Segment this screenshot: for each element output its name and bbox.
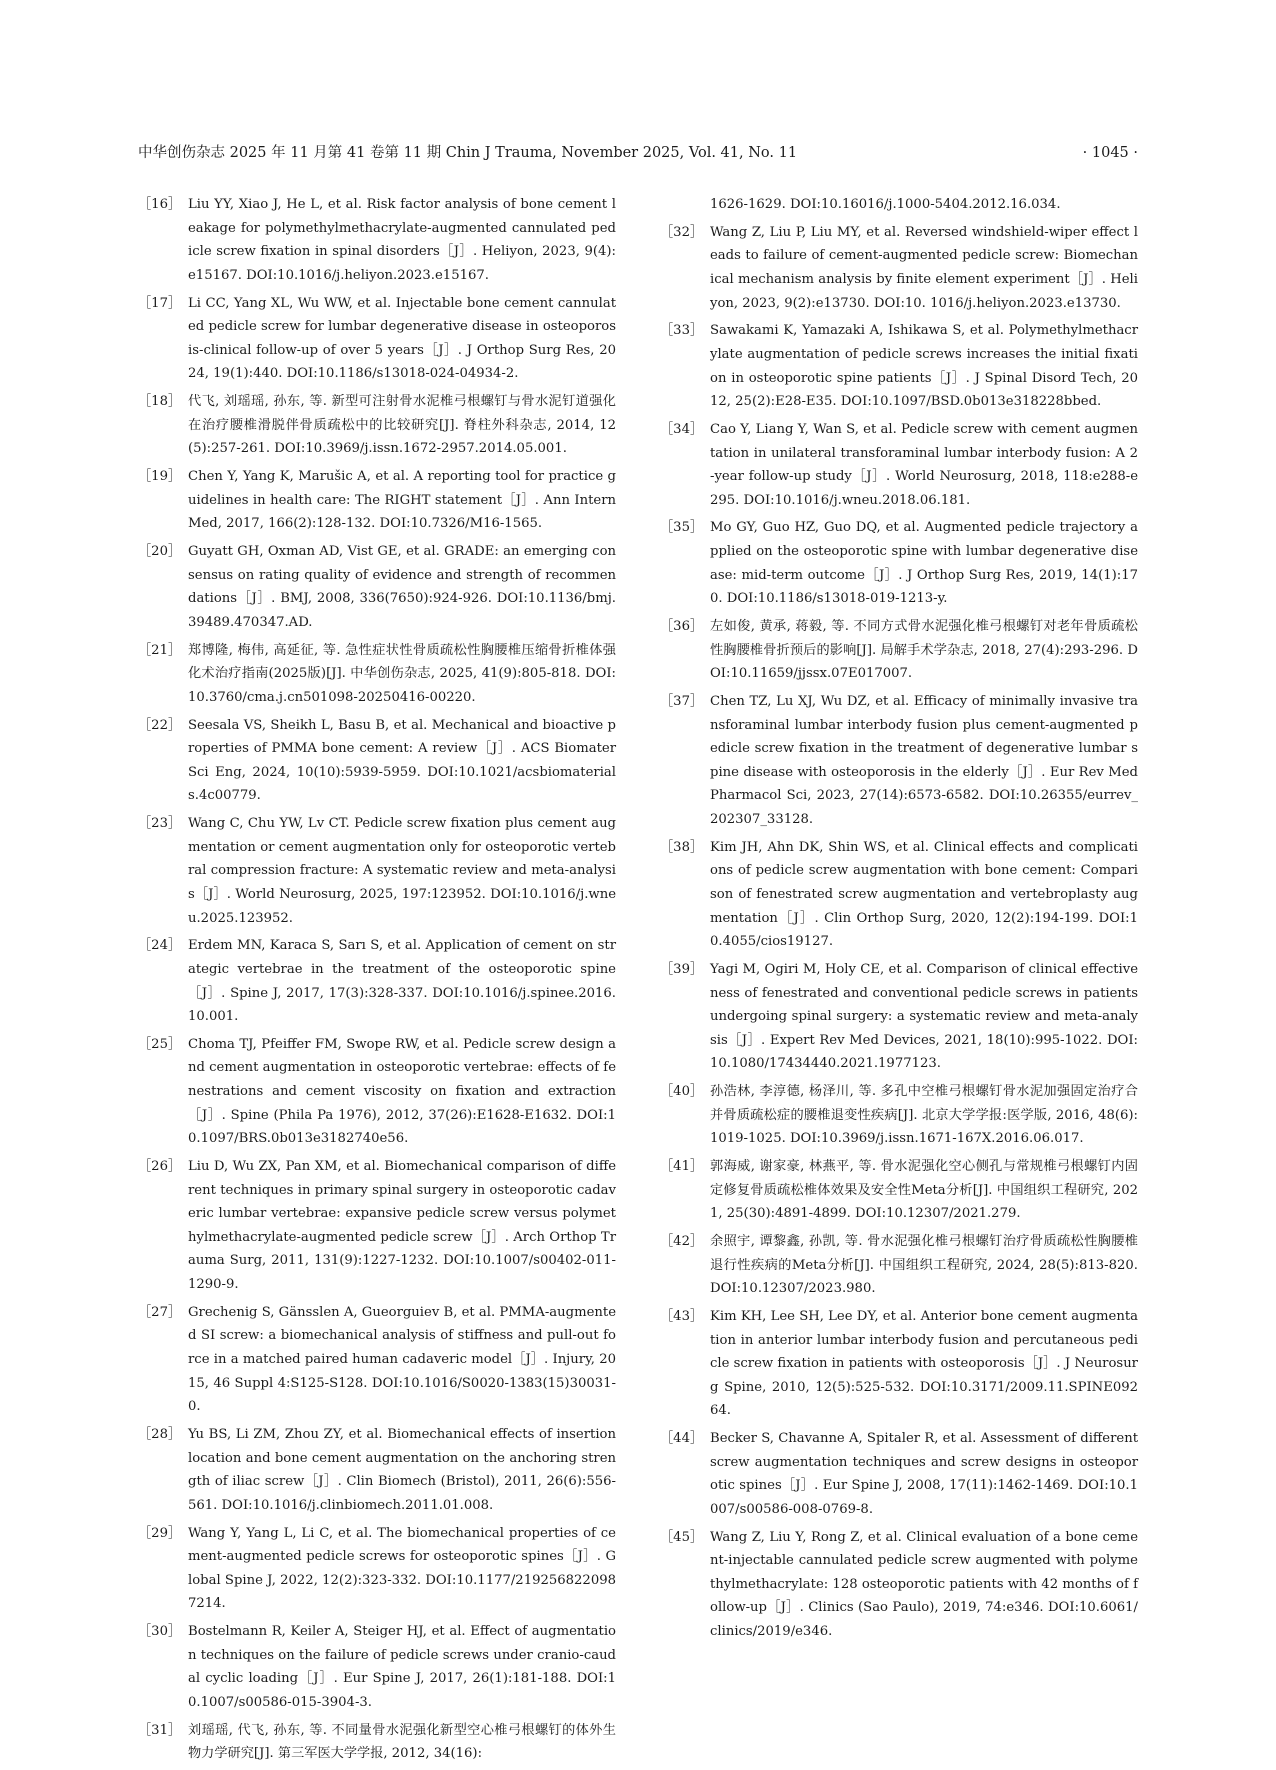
reference-item [660,516,1138,610]
reference-number: ［31］ [138,1722,182,1738]
reference-item [138,934,616,1028]
reference-number: ［16］ [138,197,182,212]
reference-text: 余照宇, 谭黎鑫, 孙凯, 等. 骨水泥强化椎弓根螺钉治疗骨质疏松性胸腰椎退行性疾病的Meta分析[J]. 中国组织工程研究, 2024, 28(5):813-820. DOI:10.12307/2023.980. [710,1234,1138,1297]
reference-text: Guyatt GH, Oxman AD, Vist GE, et al. GRADE: an emerging consensus on rating quality of evidence and strength of recommendations［J］. BMJ, 2008, 336(7650):924-926. DOI:10.1136/bmj.39489.470347.AD. [188,544,616,630]
reference-text: 刘瑶瑶, 代飞, 孙东, 等. 不同量骨水泥强化新型空心椎弓根螺钉的体外生物力学研究[J]. 第三军医大学学报, 2012, 34(16): [188,1722,616,1762]
reference-number: ［34］ [660,421,704,437]
reference-column-right [660,193,1138,1648]
reference-item [138,1155,616,1297]
reference-item [138,1620,616,1714]
reference-item [138,390,616,461]
reference-text: 代飞, 刘瑶瑶, 孙东, 等. 新型可注射骨水泥椎弓根螺钉与骨水泥钉道强化在治疗腰椎滑脱伴骨质疏松中的比较研究[J]. 脊柱外科杂志, 2014, 12(5):257-261. DOI:10.3969/j.issn.1672-2957.2014.05.001. [188,394,616,457]
reference-number: ［44］ [660,1431,704,1447]
reference-number: ［41］ [660,1159,704,1175]
reference-number: ［20］ [138,544,182,560]
reference-text: 1626-1629. DOI:10.16016/j.1000-5404.2012.16.034. [710,197,1061,212]
reference-item [138,292,616,386]
reference-item [660,836,1138,954]
reference-text: Wang Y, Yang L, Li C, et al. The biomechanical properties of cement-augmented pedicle screws for osteoporotic spines［J］. Global Spine J, 2022, 12(2):323-332. DOI:10.1177/2192568220987214. [188,1525,616,1612]
reference-text: Li CC, Yang XL, Wu WW, et al. Injectable bone cement cannulated pedicle screw for lumbar degenerative disease in osteoporosis-clinical follow-up of over 5 years［J］. J Orthop Surg Res, 2024, 19(1):440. DOI:10.1186/s13018-024-04934-2. [188,295,616,382]
reference-text: Wang Z, Liu P, Liu MY, et al. Reversed windshield-wiper effect leads to failure of cement-augmented pedicle screw: Biomechanical mechanism analysis by finite element experiment［J］. Heliyon, 2023, 9(2):e13730. DOI:10. 1016/j.heliyon.2023.e13730. [710,224,1138,311]
reference-number: ［32］ [660,224,704,240]
reference-text: Mo GY, Guo HZ, Guo DQ, et al. Augmented pedicle trajectory applied on the osteoporotic spine with lumbar degenerative disease: mid-term outcome［J］. J Orthop Surg Res, 2019, 14(1):170. DOI:10.1186/s13018-019-1213-y. [710,520,1138,607]
reference-number: ［25］ [138,1036,182,1052]
reference-number: ［21］ [138,642,182,658]
reference-number: ［42］ [660,1234,704,1249]
reference-number: ［37］ [660,694,704,709]
reference-text: Choma TJ, Pfeiffer FM, Swope RW, et al. Pedicle screw design and cement augmentation in osteoporotic vertebrae: effects of fenestrations and cement viscosity on fixation and extraction［J］. Spine (Phila Pa 1976), 2012, 37(26):E1628-E1632. DOI:10.1097/BRS.0b013e3182740e56. [188,1036,616,1147]
reference-item [138,1301,616,1419]
reference-item [660,1230,1138,1301]
reference-item [660,319,1138,413]
reference-number: ［40］ [660,1084,704,1100]
reference-text: 左如俊, 黄承, 蒋毅, 等. 不同方式骨水泥强化椎弓根螺钉对老年骨质疏松性胸腰椎骨折预后的影响[J]. 局解手术学杂志, 2018, 27(4):293-296. DOI:10.11659/jjssx.07E017007. [710,619,1138,682]
reference-item [660,615,1138,686]
reference-column-left [138,193,616,1770]
reference-item [660,221,1138,315]
reference-item [138,639,616,710]
reference-item [660,690,1138,832]
reference-text: Chen TZ, Lu XJ, Wu DZ, et al. Efficacy of minimally invasive transforaminal lumbar interbody fusion plus cement-augmented pedicle screw fixation in the treatment of degenerative lumbar spine disease with osteoporosis in the elderly［J］. Eur Rev Med Pharmacol Sci, 2023, 27(14):6573-6582. DOI:10.26355/eurrev_202307_33128. [710,694,1138,827]
reference-number: ［45］ [660,1529,704,1545]
reference-item [660,1427,1138,1521]
reference-number: ［36］ [660,619,704,635]
reference-number: ［33］ [660,323,704,339]
reference-text: Becker S, Chavanne A, Spitaler R, et al. Assessment of different screw augmentation techniques and screw designs in osteoporotic spines［J］. Eur Spine J, 2008, 17(11):1462-1469. DOI:10.1007/s00586-008-0769-8. [710,1431,1138,1517]
reference-number: ［22］ [138,717,182,733]
reference-number: ［30］ [138,1624,182,1640]
reference-text: Kim KH, Lee SH, Lee DY, et al. Anterior bone cement augmentation in anterior lumbar interbody fusion and percutaneous pedicle screw fixation in patients with osteoporosis［J］. J Neurosurg Spine, 2010, 12(5):525-532. DOI:10.3171/2009.11.SPINE09264. [710,1308,1138,1419]
reference-number [660,193,710,217]
reference-text: Seesala VS, Sheikh L, Basu B, et al. Mechanical and bioactive properties of PMMA bone cement: A review［J］. ACS Biomater Sci Eng, 2024, 10(10):5939-5959. DOI:10.1021/acsbiomaterials.4c00779. [188,717,616,804]
reference-number: ［29］ [138,1525,182,1541]
reference-text: Liu D, Wu ZX, Pan XM, et al. Biomechanical comparison of different techniques in primary spinal surgery in osteoporotic cadaveric lumbar vertebrae: expansive pedicle screw versus polymethylmethacrylate-augmented pedicle screw［J］. Arch Orthop Trauma Surg, 2011, 131(9):1227-1232. DOI:10.1007/s00402-011-1290-9. [188,1159,616,1292]
reference-text: 孙浩林, 李淳德, 杨泽川, 等. 多孔中空椎弓根螺钉骨水泥加强固定治疗合并骨质疏松症的腰椎退变性疾病[J]. 北京大学学报:医学版, 2016, 48(6):1019-1025. DOI:10.3969/j.issn.1671-167X.2016.06.017. [710,1084,1138,1147]
reference-number: ［26］ [138,1159,182,1175]
reference-number: ［18］ [138,394,182,410]
reference-number: ［43］ [660,1308,704,1324]
reference-number: ［38］ [660,839,704,855]
reference-number: ［24］ [138,938,182,954]
reference-text: Sawakami K, Yamazaki A, Ishikawa S, et al. Polymethylmethacrylate augmentation of pedicle screws increases the initial fixation in osteoporotic spine patients［J］. J Spinal Disord Tech, 2012, 25(2):E28-E35. DOI:10.1097/BSD.0b013e318228bbed. [710,323,1138,410]
journal-info: 中华创伤杂志 2025 年 11 月第 41 卷第 11 期 Chin J Trauma, November 2025, Vol. 41, No. 11 [138,145,798,161]
reference-text: Cao Y, Liang Y, Wan S, et al. Pedicle screw with cement augmentation in unilateral transforaminal lumbar interbody fusion: A 2-year follow-up study［J］. World Neurosurg, 2018, 118:e288-e295. DOI:10.1016/j.wneu.2018.06.181. [710,421,1138,508]
reference-number: ［23］ [138,816,182,832]
reference-text: Kim JH, Ahn DK, Shin WS, et al. Clinical effects and complications of pedicle screw augmentation with bone cement: Comparison of fenestrated screw augmentation and vertebroplasty augmentation［J］. Clin Orthop Surg, 2020, 12(2):194-199. DOI:10.4055/cios19127. [710,839,1138,950]
reference-item [660,1305,1138,1423]
reference-item [660,1080,1138,1151]
reference-number: ［35］ [660,520,704,536]
reference-number: ［19］ [138,469,182,485]
reference-text: Bostelmann R, Keiler A, Steiger HJ, et al. Effect of augmentation techniques on the failure of pedicle screws under cranio-caudal cyclic loading［J］. Eur Spine J, 2017, 26(1):181-188. DOI:10.1007/s00586-015-3904-3. [188,1624,616,1710]
reference-item [138,1522,616,1616]
reference-item [138,1719,616,1766]
reference-text: Liu YY, Xiao J, He L, et al. Risk factor analysis of bone cement leakage for polymethylmethacrylate-augmented cannulated pedicle screw fixation in spinal disorders［J］. Heliyon, 2023, 9(4): e15167. DOI:10.1016/j.heliyon.2023.e15167. [188,197,616,283]
reference-text: Yagi M, Ogiri M, Holy CE, et al. Comparison of clinical effectiveness of fenestrated and conventional pedicle screws in patients undergoing spinal surgery: a systematic review and meta-analysis［J］. Expert Rev Med Devices, 2021, 18(10):995-1022. DOI:10.1080/17434440.2021.1977123. [710,961,1138,1072]
reference-number: ［17］ [138,295,182,311]
reference-number: ［39］ [660,961,704,977]
reference-item [138,193,616,287]
reference-item [138,1423,616,1517]
running-header [138,143,1138,163]
reference-text: Erdem MN, Karaca S, Sarı S, et al. Application of cement on strategic vertebrae in the treatment of the osteoporotic spine［J］. Spine J, 2017, 17(3):328-337. DOI:10.1016/j.spinee.2016.10.001. [188,938,616,1025]
reference-item [138,812,616,930]
reference-item [660,1155,1138,1226]
reference-item [138,465,616,536]
reference-item [138,540,616,634]
reference-text: 郭海威, 谢家豪, 林燕平, 等. 骨水泥强化空心侧孔与常规椎弓根螺钉内固定修复骨质疏松椎体效果及安全性Meta分析[J]. 中国组织工程研究, 2021, 25(30):4891-4899. DOI:10.12307/2021.279. [710,1159,1138,1222]
reference-item [660,1526,1138,1644]
reference-text: Wang Z, Liu Y, Rong Z, et al. Clinical evaluation of a bone cement-injectable cannulated pedicle screw augmented with polymethylmethacrylate: 128 osteoporotic patients with 42 months of follow-up［J］. Clinics (Sao Paulo), 2019, 74:e346. DOI:10.6061/clinics/2019/e346. [710,1529,1138,1640]
reference-item [138,1033,616,1151]
reference-item [660,958,1138,1076]
page-number: · 1045 · [1082,145,1138,161]
reference-text: 郑博隆, 梅伟, 高延征, 等. 急性症状性骨质疏松性胸腰椎压缩骨折椎体强化术治疗指南(2025版)[J]. 中华创伤杂志, 2025, 41(9):805-818. DOI:10.3760/cma.j.cn501098-20250416-00220. [188,642,616,705]
reference-number: ［28］ [138,1426,182,1442]
reference-item [660,418,1138,512]
reference-text: Yu BS, Li ZM, Zhou ZY, et al. Biomechanical effects of insertion location and bone cement augmentation on the anchoring strength of iliac screw［J］. Clin Biomech (Bristol), 2011, 26(6):556-561. DOI:10.1016/j.clinbiomech.2011.01.008. [188,1426,616,1513]
reference-text: Chen Y, Yang K, Marušic A, et al. A reporting tool for practice guidelines in health care: The RIGHT statement［J］. Ann Intern Med, 2017, 166(2):128-132. DOI:10.7326/M16-1565. [188,469,616,532]
reference-text: Wang C, Chu YW, Lv CT. Pedicle screw fixation plus cement augmentation or cement augmentation only for osteoporotic vertebral compression fracture: A systematic review and meta-analysis［J］. World Neurosurg, 2025, 197:123952. DOI:10.1016/j.wneu.2025.123952. [188,816,616,926]
reference-item [138,714,616,808]
reference-number: ［27］ [138,1304,182,1320]
reference-text: Grechenig S, Gänsslen A, Gueorguiev B, et al. PMMA-augmented SI screw: a biomechanical analysis of stiffness and pull-out force in a matched paired human cadaveric model［J］. Injury, 2015, 46 Suppl 4:S125-S128. DOI:10.1016/S0020-1383(15)30031-0. [188,1304,616,1415]
reference-item [660,193,1138,217]
